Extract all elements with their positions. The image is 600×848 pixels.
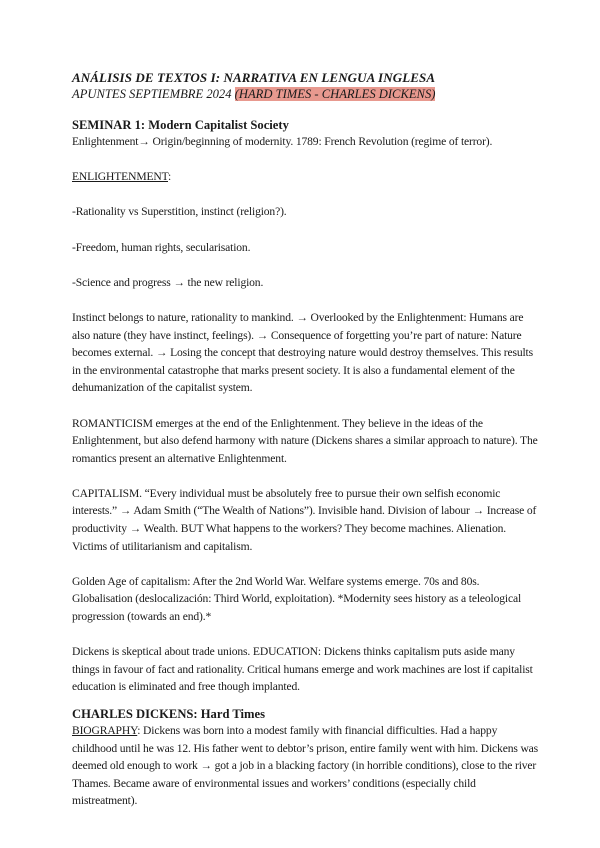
enlightenment-label: ENLIGHTENMENT: [72, 170, 168, 184]
spacer: [72, 102, 540, 117]
subtitle-prefix: APUNTES SEPTIEMBRE 2024: [72, 87, 235, 101]
seminar-intro: Enlightenment→ Origin/beginning of modernity. 1789: French Revolution (regime of terror).: [72, 135, 493, 148]
subtitle-highlight: (HARD TIMES - CHARLES DICKENS): [234, 87, 436, 101]
biography-label: BIOGRAPHY: [72, 724, 138, 737]
biography-paragraph: [72, 722, 540, 810]
golden-age-paragraph: Golden Age of capitalism: After the 2nd World War. Welfare systems emerge. 70s and 80s. Globalisation (deslocalización: Third World, exploitation). *Modernity sees history as a teleological progression (towards an end).*: [72, 574, 522, 624]
enlightenment-colon: :: [168, 170, 172, 184]
dickens-education-paragraph: Dickens is skeptical about trade unions. EDUCATION: Dickens thinks capitalism puts aside many things in favour of fact and rationality. Critical humans emerge and work machines are lost if capitalist education is eliminated and free though implanted.: [72, 645, 533, 694]
enlightenment-point-science: -Science and progress → the new religion.: [72, 275, 264, 289]
seminar-heading: SEMINAR 1: Modern Capitalist Society: [72, 118, 289, 132]
document-title: ANÁLISIS DE TEXTOS I: NARRATIVA EN LENGUA INGLESA: [72, 70, 436, 85]
enlightenment-point-rationality: -Rationality vs Superstition, instinct (religion?).: [72, 205, 287, 219]
enlightenment-heading: [72, 168, 540, 186]
biography-text: : Dickens was born into a modest family with financial difficulties. Had a happy childhood until he was 12. His father went to debtor’s prison, entire family went with him. Dickens was deemed old enough to work → got a job in a blacking factory (in horrible conditions), close to the river Thames. Became aware of environmental issues and workers’ conditions (especially child mistreatment).: [72, 724, 539, 808]
romanticism-paragraph: ROMANTICISM emerges at the end of the Enlightenment. They believe in the ideas of the Enlightenment, but also defend harmony with nature (Dickens shares a similar approach to nature). The romantics present an alternative Enlightenment.: [72, 416, 538, 465]
enlightenment-point-freedom: -Freedom, human rights, secularisation.: [72, 240, 251, 254]
instinct-paragraph: Instinct belongs to nature, rationality to mankind. → Overlooked by the Enlightenment: Humans are also nature (they have instinct, feelings). → Consequence of forgetting you’re part of nature: Nature becomes external. → Losing the concept that destroying nature would destroy themselves. This results in the environmental catastrophe that marks present society. It is also a fundamental element of the dehumanization of the capitalist system.: [72, 310, 533, 395]
dickens-heading: CHARLES DICKENS: Hard Times: [72, 707, 266, 721]
document-subtitle: [72, 86, 540, 102]
capitalism-paragraph: CAPITALISM. “Every individual must be absolutely free to pursue their own selfish economic interests.” → Adam Smith (“The Wealth of Nations”). Invisible hand. Division of labour → Increase of productivity → Wealth. BUT What happens to the workers? They become machines. Alienation. Victims of utilitarianism and capitalism.: [72, 486, 537, 553]
